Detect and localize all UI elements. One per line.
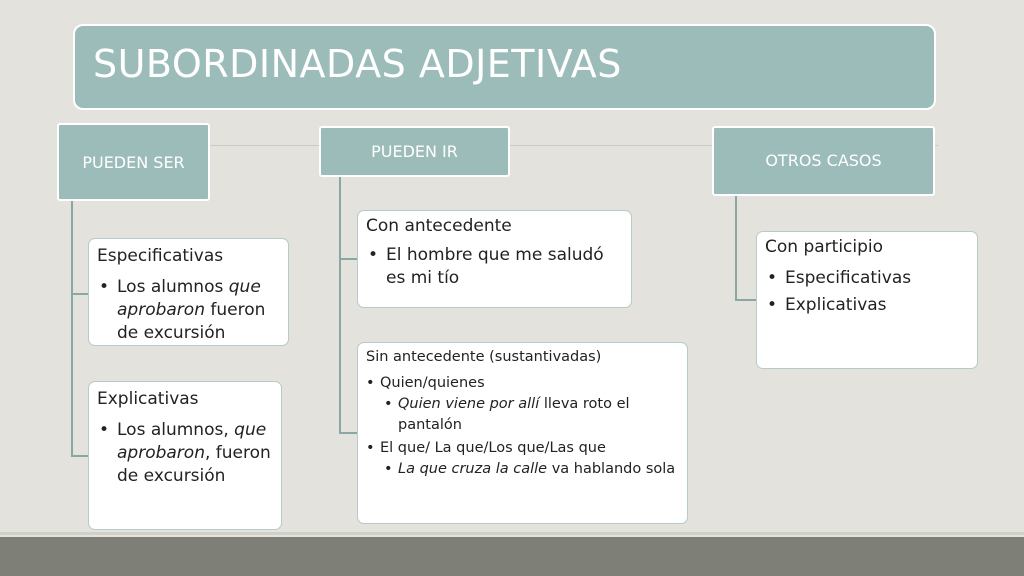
tree-connector	[71, 293, 89, 295]
category-label: PUEDEN SER	[82, 153, 185, 172]
card-heading: Sin antecedente (sustantivadas)	[366, 349, 602, 365]
tree-connector	[339, 177, 341, 433]
list-item: • Explicativas	[765, 294, 969, 317]
tree-connector	[339, 258, 358, 260]
list-item: • Especificativas	[765, 267, 969, 290]
footer-line	[0, 532, 1024, 535]
card-con-antecedente	[357, 210, 632, 308]
tree-connector	[735, 196, 737, 300]
example-bullet: • El hombre que me saludó es mi tío	[366, 244, 623, 290]
tree-connector	[735, 299, 757, 301]
list-item: • El que/ La que/Los que/Las que	[366, 438, 679, 459]
example-bullet: • Los alumnos, que aprobaron, fueron de excursión	[97, 419, 273, 488]
example-bullet: • Los alumnos que aprobaron fueron de excursión	[97, 276, 280, 345]
card-heading: Con antecedente	[366, 216, 512, 236]
card-especificativas	[88, 238, 289, 346]
card-explicativas	[88, 381, 282, 530]
category-otros-casos	[712, 126, 935, 196]
card-sin-antecedente	[357, 342, 688, 524]
card-heading: Explicativas	[97, 389, 199, 409]
card-heading: Con participio	[765, 237, 884, 257]
card-con-participio	[756, 231, 978, 369]
tree-connector	[339, 432, 358, 434]
example-bullet: • Quien viene por allí lleva roto el pantalón	[384, 394, 679, 436]
category-label: OTROS CASOS	[765, 151, 882, 170]
title-box	[73, 24, 936, 110]
page-title: SUBORDINADAS ADJETIVAS	[93, 42, 622, 86]
tree-connector	[71, 201, 73, 455]
card-heading: Especificativas	[97, 246, 224, 266]
list-item: • Quien/quienes	[366, 373, 679, 394]
category-pueden-ser	[57, 123, 210, 201]
footer-bar	[0, 537, 1024, 576]
category-pueden-ir	[319, 126, 510, 177]
example-bullet: • La que cruza la calle va hablando sola	[384, 459, 679, 480]
tree-connector	[71, 455, 89, 457]
category-label: PUEDEN IR	[371, 142, 458, 161]
